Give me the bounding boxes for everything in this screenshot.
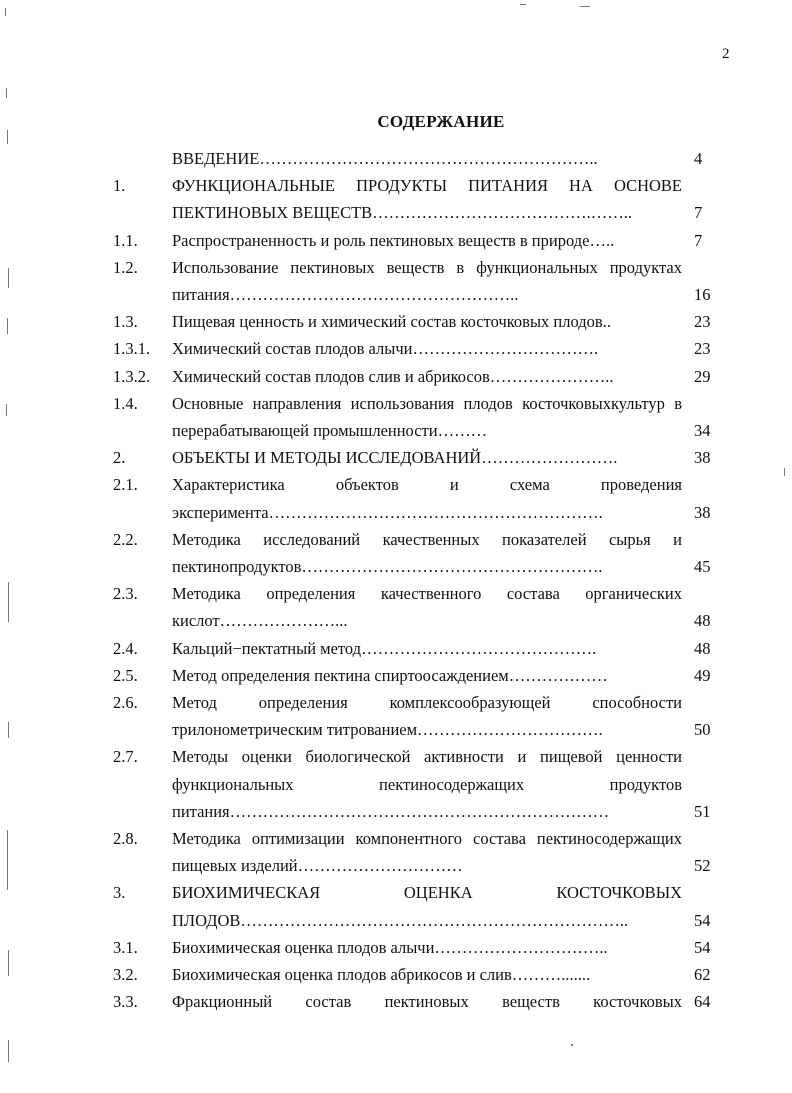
scan-artifact [8,1040,9,1062]
toc-entry [0,961,792,988]
entry-number: 2.8. [113,829,138,849]
entry-number: 2. [113,448,126,468]
entry-page: 34 [694,421,711,441]
toc-entry [0,227,792,254]
scan-artifact [7,130,8,144]
entry-number: 3.1. [113,937,138,957]
entry-number: 1. [113,176,126,196]
entry-page: 52 [694,856,711,876]
entry-page: 50 [694,720,711,740]
entry-page: 4 [694,149,703,168]
scan-artifact [8,722,9,738]
scan-artifact [580,6,590,7]
entry-text: Биохимическая оценка плодов алычи………………………….. [172,937,608,957]
entry-text: Распространенность и роль пектиновых веществ в природе….. [172,230,615,250]
entry-page: 16 [694,285,711,305]
toc-entry [0,145,792,172]
entry-text: Биохимическая оценка плодов абрикосов и слив………....... [172,965,591,985]
entry-text: Метод определения пектина спиртоосаждением……………… [172,665,608,685]
toc-entry [0,390,792,444]
entry-number: 2.2. [113,529,138,549]
entry-number: 1.3.2. [113,366,151,386]
toc-entry [0,689,792,743]
entry-page: 49 [694,665,711,685]
entry-number: 2.3. [113,584,138,604]
entry-text: Химический состав плодов алычи……………………………. [172,339,599,359]
toc-entry [0,526,792,580]
toc-entry [0,335,792,362]
entry-text: Пищевая ценность и химический состав косточковых плодов.. [172,312,611,332]
entry-text: Фракционный состав пектиновых веществ косточковых [172,992,682,1012]
entry-number: 1.3. [113,312,138,332]
entry-text: Метод определения комплексообразующей способности трилонометрическим титрованием……………………………. [172,693,682,740]
toc-entry [0,363,792,390]
toc-entry [0,743,792,825]
scan-artifact [8,950,9,976]
toc-title: СОДЕРЖАНИЕ [377,112,505,131]
entry-number: 1.2. [113,257,138,277]
entry-page: 7 [694,230,703,250]
entry-text: Кальций−пектатный метод……………………………………. [172,638,597,658]
toc-entry [0,879,792,933]
entry-page: 64 [694,992,711,1012]
toc-entry [0,172,792,226]
entry-text: Методика исследований качественных показателей сырья и пектинопродуктов………………………………………………. [172,529,682,577]
entry-number: 3.3. [113,992,138,1012]
toc-entry [0,471,792,525]
entry-text: Использование пектиновых веществ в функциональных продуктах питания…………………………………………….. [172,257,682,305]
page-number: 2 [722,46,730,62]
toc-entry [0,662,792,689]
toc-entry [0,254,792,308]
entry-page: 38 [694,502,711,522]
entry-page: 7 [694,203,703,223]
entry-number: 2.6. [113,693,138,713]
toc-entry [0,635,792,662]
table-of-contents [0,145,792,1016]
scan-artifact [8,582,9,622]
entry-number: 3.2. [113,965,138,985]
entry-text: Методы оценки биологической активности и пищевой ценности функциональных пектиносодержащих продуктов питания…………………………………………………………… [172,747,682,821]
scan-artifact [6,404,7,416]
entry-number: 1.3.1. [113,339,151,359]
entry-text: БИОХИМИЧЕСКАЯ ОЦЕНКА КОСТОЧКОВЫХ ПЛОДОВ…………………………………………………………….. [172,883,682,930]
toc-entry [0,825,792,879]
scan-artifact [520,4,526,5]
toc-entry [0,580,792,634]
entry-text: Химический состав плодов слив и абрикосов………………….. [172,366,614,386]
entry-number: 2.1. [113,475,138,495]
entry-page: 62 [694,965,711,985]
entry-page: 51 [694,801,711,821]
entry-number: 1.1. [113,230,138,250]
entry-page: 38 [694,448,711,468]
toc-entry [0,308,792,335]
entry-page: 29 [694,366,711,386]
entry-text: Основные направления использования плодов косточковыхкультур в перерабатывающей промышленности……… [172,393,682,441]
entry-page: 48 [694,611,711,631]
entry-page: 54 [694,937,711,957]
entry-page: 23 [694,312,711,332]
scan-artifact [784,468,785,476]
entry-page: 45 [694,557,711,577]
entry-page: 48 [694,638,711,658]
toc-entry [0,934,792,961]
entry-text: Характеристика объектов и схема проведения эксперимента……………………………………………………. [172,475,682,522]
entry-text: ВВЕДЕНИЕ…………………………………………………….. [172,149,598,168]
entry-text: ОБЪЕКТЫ И МЕТОДЫ ИССЛЕДОВАНИЙ……………………. [172,448,618,468]
entry-number: 2.7. [113,747,138,767]
scan-artifact [7,318,8,334]
scan-artifact [7,830,8,890]
entry-text: ФУНКЦИОНАЛЬНЫЕ ПРОДУКТЫ ПИТАНИЯ НА ОСНОВЕ ПЕКТИНОВЫХ ВЕЩЕСТВ………………………………….…….. [172,176,682,223]
entry-text: Методика определения качественного состава органических кислот…………………... [172,584,682,631]
scan-artifact [6,88,7,98]
toc-entry [0,988,792,1015]
entry-number: 2.5. [113,665,138,685]
entry-text: Методика оптимизации компонентного состава пектиносодержащих пищевых изделий………………………… [172,829,682,876]
toc-entry [0,444,792,471]
entry-number: 2.4. [113,638,138,658]
scan-artifact [8,268,9,288]
entry-number: 1.4. [113,393,138,413]
scan-artifact [571,1044,573,1046]
entry-page: 23 [694,339,711,359]
entry-number: 3. [113,883,126,903]
scan-artifact [5,8,6,16]
entry-page: 54 [694,910,711,930]
